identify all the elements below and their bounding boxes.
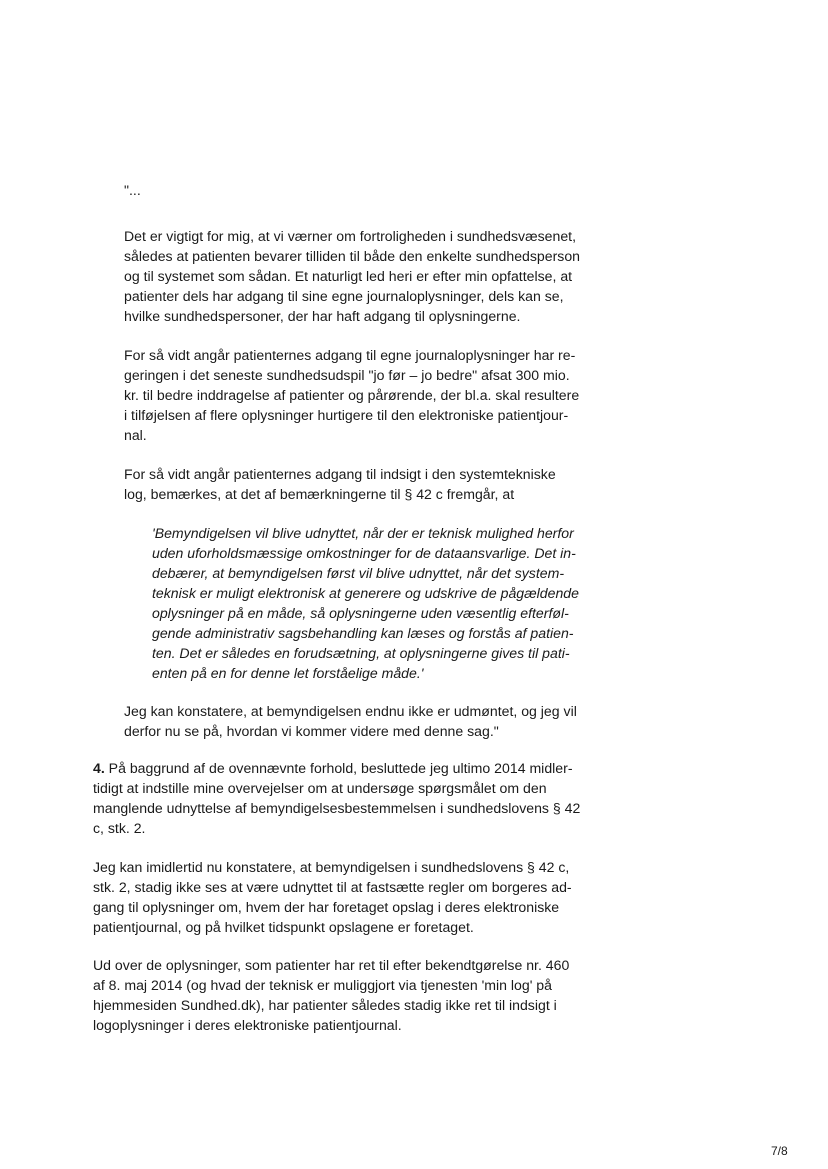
text-line: Ud over de oplysninger, som patienter har ret til efter bekendtgørelse nr. 460 (93, 957, 570, 973)
quote-line: ten. Det er således en forudsætning, at oplysningerne gives til pati- (152, 645, 570, 661)
text-line: geringen i det seneste sundhedsudspil "jo før – jo bedre" afsat 300 mio. (124, 367, 570, 383)
quote-line: uden uforholdsmæssige omkostninger for de dataansvarlige. Det in- (152, 545, 576, 561)
text-line: log, bemærkes, at det af bemærkningerne til § 42 c fremgår, at (124, 486, 515, 502)
text-line: derfor nu se på, hvordan vi kommer videre med denne sag." (124, 723, 499, 739)
text-line: i tilføjelsen af flere oplysninger hurtigere til den elektroniske patientjour- (124, 407, 569, 423)
text-line: Det er vigtigt for mig, at vi værner om fortroligheden i sundhedsvæsenet, (124, 228, 576, 244)
text-line: tidigt at indstille mine overvejelser om at undersøge spørgsmålet om den (93, 780, 547, 796)
quote-line: enten på en for denne let forståelige måde.' (152, 665, 424, 681)
text-line: og til systemet som sådan. Et naturligt led heri er efter min opfattelse, at (124, 268, 573, 284)
text-line: patienter dels har adgang til sine egne journaloplysninger, dels kan se, (124, 288, 564, 304)
text-line: Jeg kan imidlertid nu konstatere, at bemyndigelsen i sundhedslovens § 42 c, (93, 859, 570, 875)
page-number: 7/8 (771, 1144, 788, 1158)
opening-quote: "... (124, 182, 141, 198)
quote-line: teknisk er muligt elektronisk at generere og udskrive de pågældende (152, 585, 579, 601)
text-span: På baggrund af de ovennævnte forhold, besluttede jeg ultimo 2014 midler- (104, 760, 573, 776)
text-line: patientjournal, og på hvilket tidspunkt opslagene er foretaget. (93, 919, 474, 935)
quote-line: gende administrativ sagsbehandling kan læses og forstås af patien- (152, 625, 574, 641)
text-line: logoplysninger i deres elektroniske patientjournal. (93, 1017, 402, 1033)
text-line: Jeg kan konstatere, at bemyndigelsen endnu ikke er udmøntet, og jeg vil (124, 703, 577, 719)
text-line: nal. (124, 427, 147, 443)
text-line: af 8. maj 2014 (og hvad der teknisk er muliggjort via tjenesten 'min log' på (93, 977, 552, 993)
text-line: c, stk. 2. (93, 820, 146, 836)
text-line: gang til oplysninger om, hvem der har foretaget opslag i deres elektroniske (93, 899, 560, 915)
text-line: For så vidt angår patienternes adgang til egne journaloplysninger har re- (124, 347, 576, 363)
text-line: hvilke sundhedspersoner, der har haft adgang til oplysningerne. (124, 308, 521, 324)
text-line: stk. 2, stadig ikke ses at være udnyttet til at fastsætte regler om borgeres ad- (93, 879, 572, 895)
text-line: For så vidt angår patienternes adgang til indsigt i den systemtekniske (124, 466, 556, 482)
text-line: manglende udnyttelse af bemyndigelsesbestemmelsen i sundhedslovens § 42 (93, 800, 581, 816)
text-line: hjemmesiden Sundhed.dk), har patienter således stadig ikke ret til indsigt i (93, 997, 557, 1013)
section-4-first-line (93, 758, 573, 778)
quote-line: debærer, at bemyndigelsen først vil blive udnyttet, når det system- (152, 565, 565, 581)
text-line: således at patienten bevarer tilliden til både den enkelte sundhedsperson (124, 248, 581, 264)
quote-line: oplysninger på en måde, så oplysningerne uden væsentlig efterføl- (152, 605, 569, 621)
section-number: 4. (93, 760, 105, 776)
quote-line: 'Bemyndigelsen vil blive udnyttet, når der er teknisk mulighed herfor (152, 525, 574, 541)
text-line: kr. til bedre inddragelse af patienter og pårørende, der bl.a. skal resultere (124, 387, 580, 403)
